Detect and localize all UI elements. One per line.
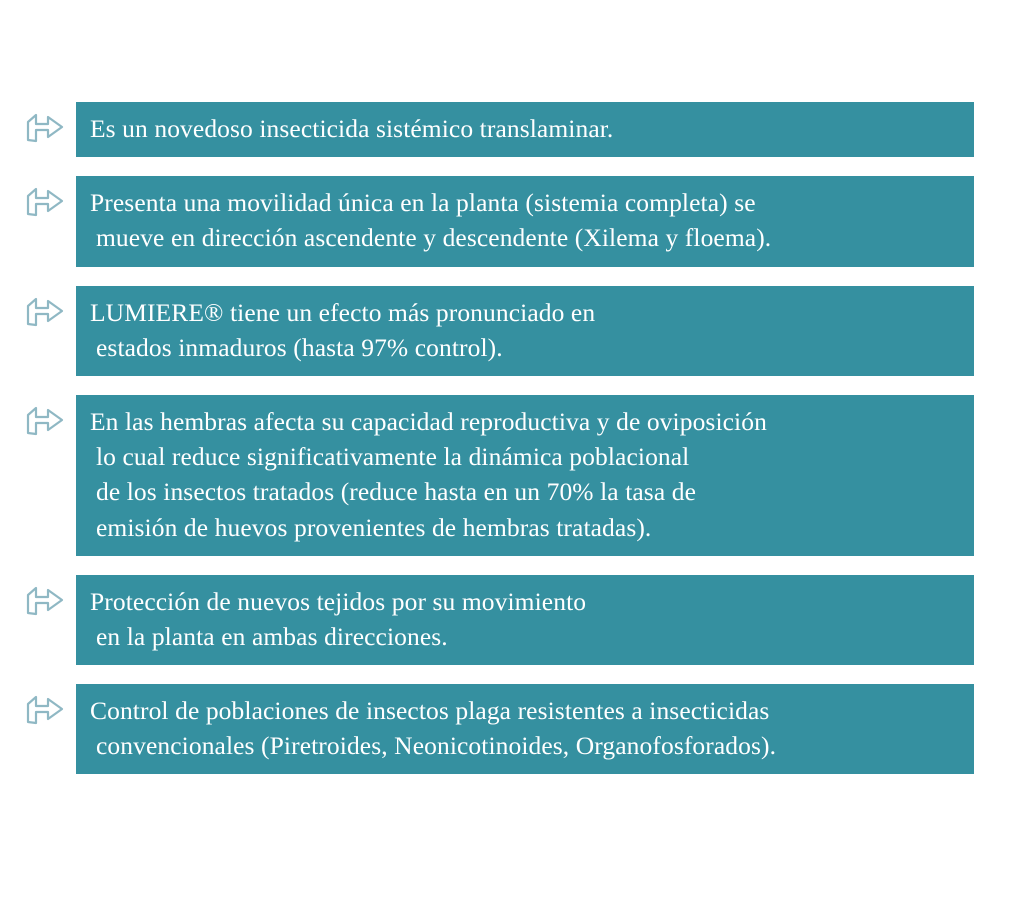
pointing-hand-arrow-icon [22,403,68,447]
bullet-text-line: de los insectos tratados (reduce hasta en un 70% la tasa de [96,477,696,507]
bullet-row [22,395,974,556]
bullet-text-line: emisión de huevos provenientes de hembras tratadas). [96,512,652,542]
bullet-text-bar [76,286,974,376]
bullet-text-line: en la planta en ambas direcciones. [96,621,448,651]
bullet-text-line: lo cual reduce significativamente la dinámica poblacional [96,442,690,472]
bullet-text-bar [76,176,974,266]
bullet-text-line: convencionales (Piretroides, Neonicotinoides, Organofosforados). [96,731,777,761]
bullet-text-line: Control de poblaciones de insectos plaga resistentes a insecticidas [90,696,770,726]
pointing-hand-arrow-icon [22,184,68,228]
bullet-row [22,684,974,774]
bullet-text-bar [76,395,974,556]
pointing-hand-arrow-icon [22,294,68,338]
pointing-hand-arrow-icon [22,583,68,627]
bullet-text-line: LUMIERE® tiene un efecto más pronunciado en [90,297,596,327]
bullet-text-line: Protección de nuevos tejidos por su movimiento [90,586,587,616]
bullet-text-bar [76,575,974,665]
bullet-row [22,286,974,376]
bullet-list [22,102,974,774]
bullet-row [22,176,974,266]
bullet-text-line: Presenta una movilidad única en la planta (sistemia completa) se [90,188,756,218]
bullet-text-line: Es un novedoso insecticida sistémico translaminar. [90,114,614,143]
bullet-text-line: mueve en dirección ascendente y descendente (Xilema y floema). [96,223,772,253]
bullet-text-line: En las hembras afecta su capacidad reproductiva y de oviposición [90,406,767,436]
bullet-row [22,575,974,665]
bullet-text-line: estados inmaduros (hasta 97% control). [96,332,503,362]
bullet-text-bar [76,102,974,157]
pointing-hand-arrow-icon [22,110,68,154]
bullet-row [22,102,974,157]
bullet-text-bar [76,684,974,774]
pointing-hand-arrow-icon [22,692,68,736]
